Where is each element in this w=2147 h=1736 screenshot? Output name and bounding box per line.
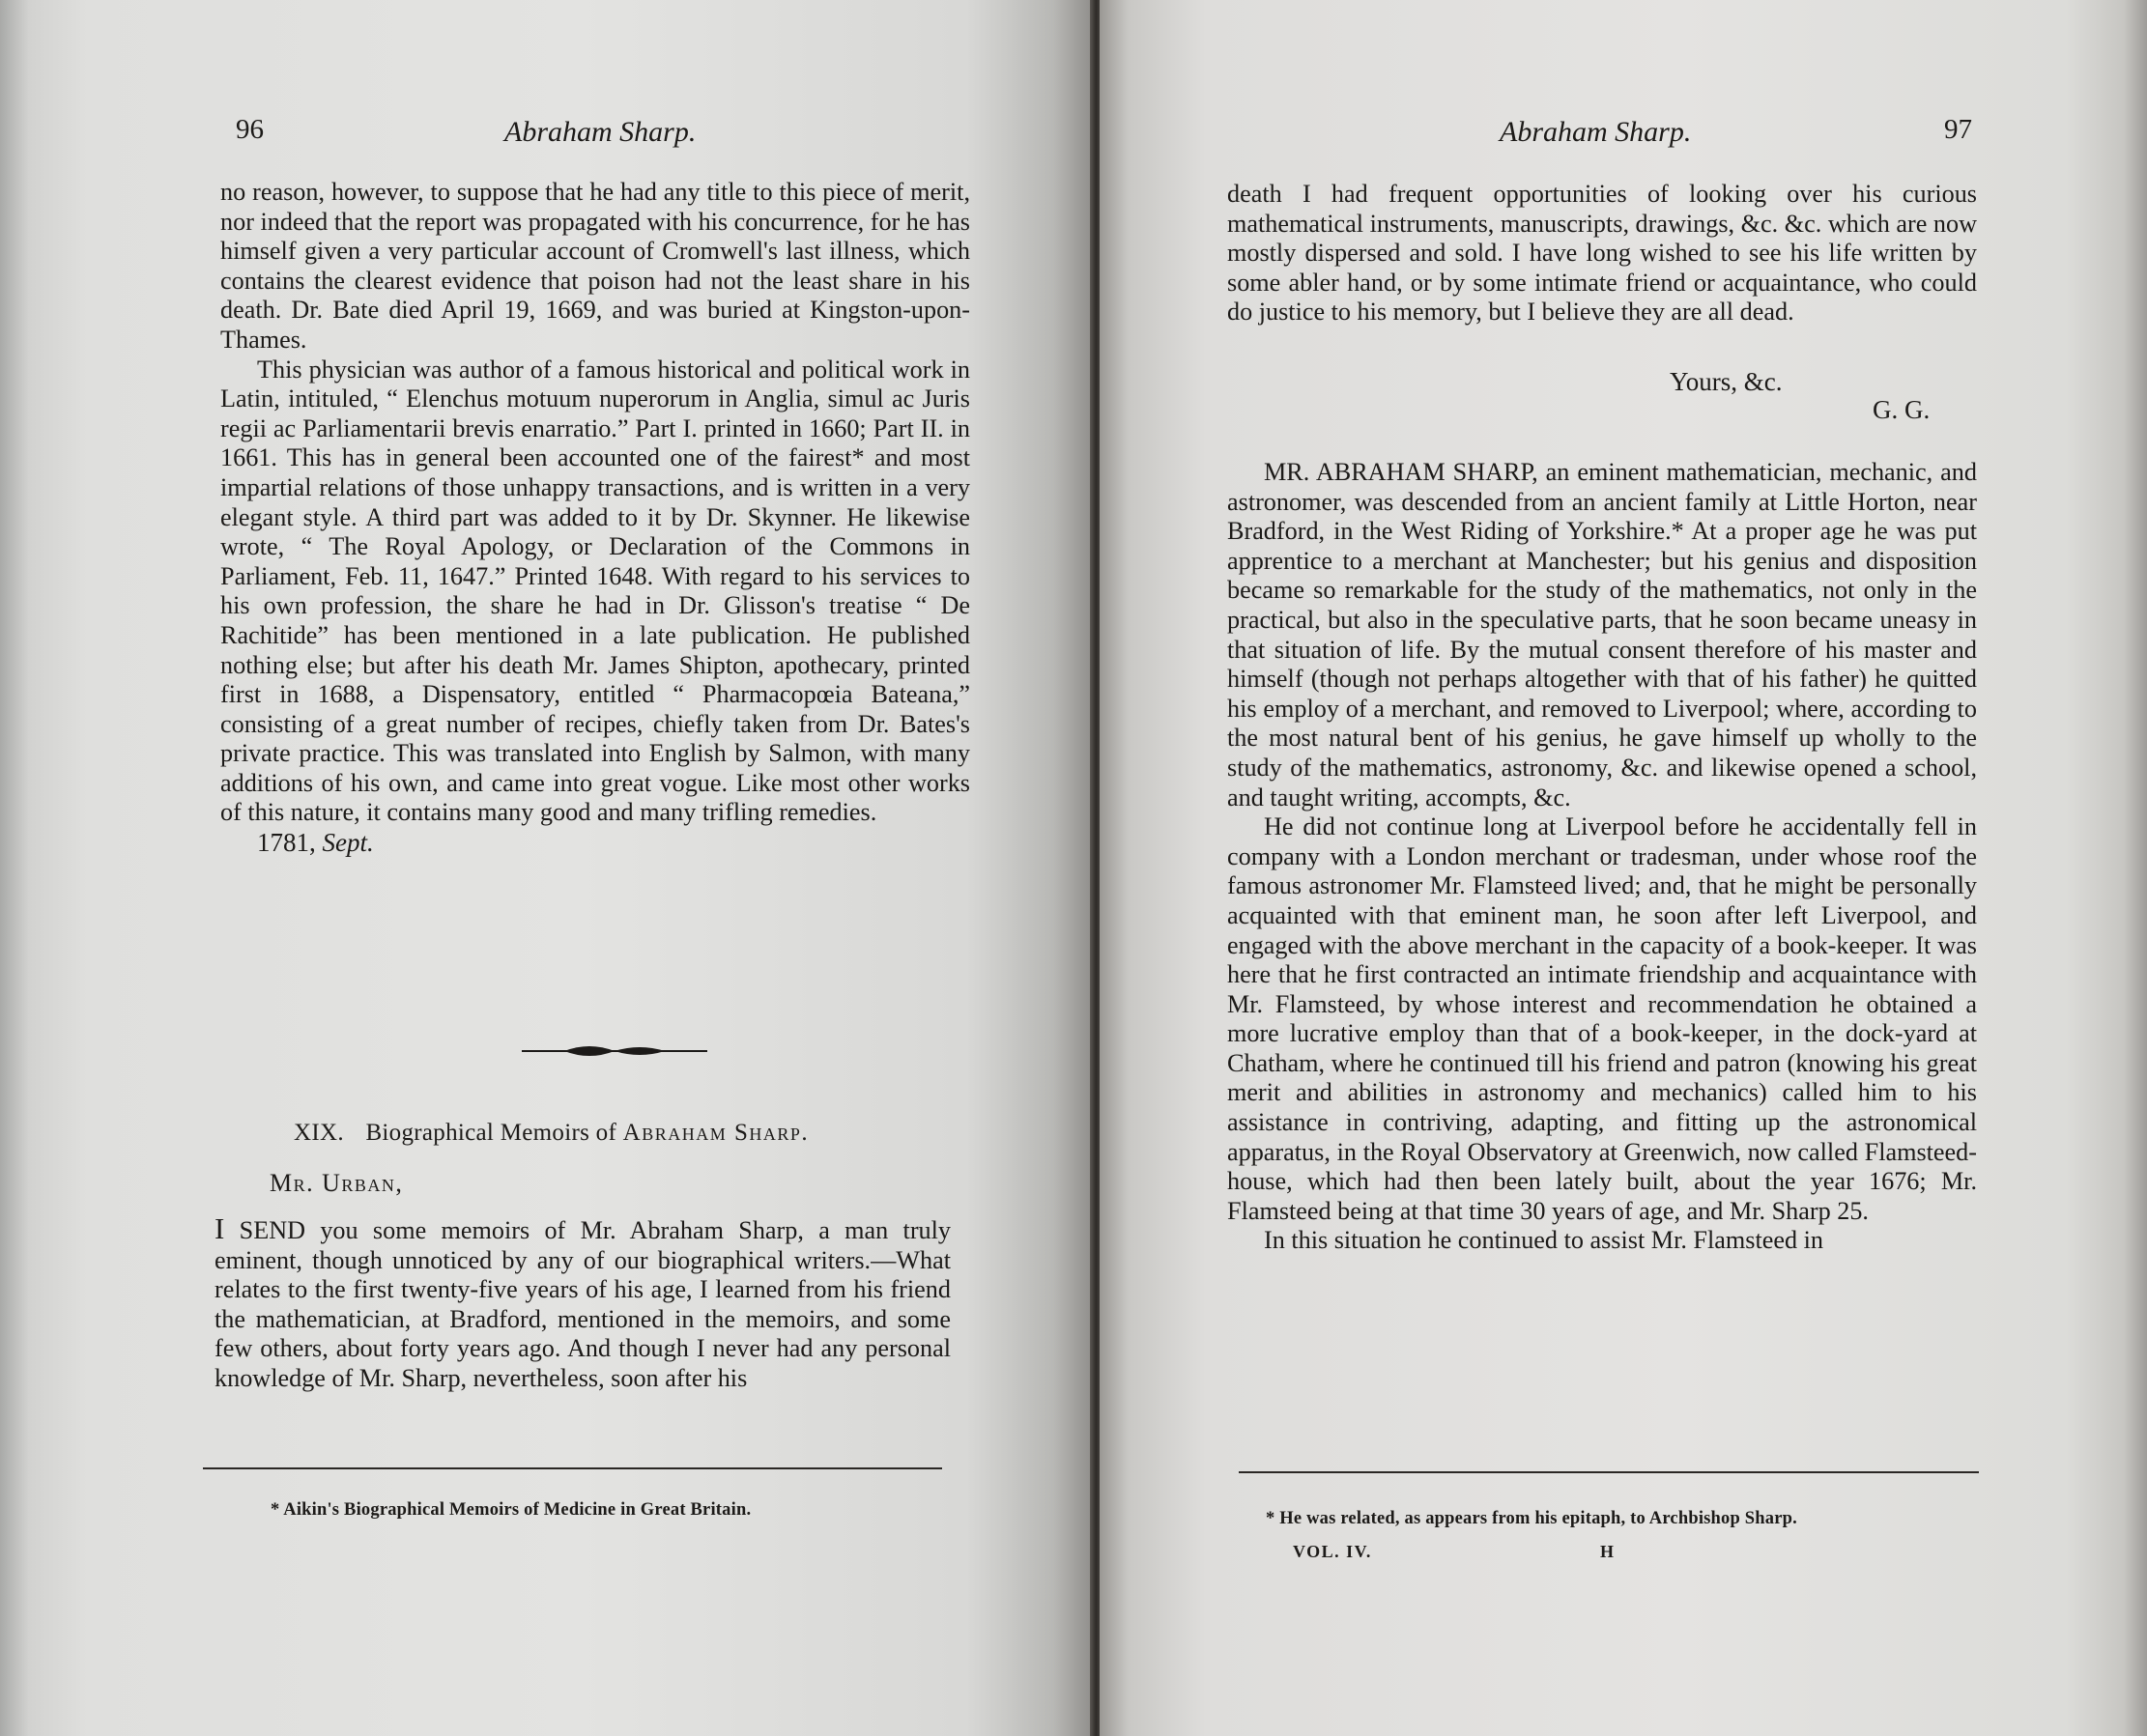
left-paragraph-1: no reason, however, to suppose that he had any title to this piece of merit, nor indeed that the report was propagated with his concurrence, for he has himself given a very particular account of Cromwell's last illness, which contains the clearest evidence that poison had not the least share in his death. Dr. Bate died April 19, 1669, and was buried at Kingston-upon-Thames. bbox=[220, 178, 970, 354]
page-number-left: 96 bbox=[236, 114, 264, 145]
dateline-month: Sept. bbox=[322, 828, 374, 858]
page-number-right: 97 bbox=[1944, 114, 1972, 145]
right-paragraph-2: MR. ABRAHAM SHARP, an eminent mathematician, mechanic, and astronomer, was descended from an ancient family at Little Horton, near Bradford, in the West Riding of Yorkshire.* At a proper age he was put apprentice to a merchant at Manchester; but his genius and disposition became so remarkable for the study of the mathematics, not only in the practical, but also in the speculative parts, that he soon became uneasy in that situation of life. By the mutual consent therefore of his master and himself (though not perhaps altogether with that of his father) he quitted his employ of a merchant, and removed to Liverpool; where, according to the most natural bent of his genius, he gave himself up wholly to the study of the mathematics, astronomy, &c. and likewise opened a school, and taught writing, accompts, &c. bbox=[1227, 458, 1977, 811]
running-title-left: Abraham Sharp. bbox=[504, 116, 697, 148]
left-paragraph-2: This physician was author of a famous historical and political work in Latin, intituled, “ Elenchus motuum nuperorum in Anglia, simul ac Juris regii ac Parliamentarii brevis enarratio.” Part I. printed in 1660; Part II. in 1661. This has in general been accounted one of the fairest* and most impartial relations of those unhappy transactions, and is written in a very elegant style. A third part was added to it by Dr. Skynner. He likewise wrote, “ The Royal Apology, or Declaration of the Commons in Parliament, Feb. 11, 1647.” Printed 1648. With regard to his services to his own profession, the share he had in Dr. Glisson's treatise “ De Rachitide” has been mentioned in a late publication. He published nothing else; but after his death Mr. James Shipton, apothecary, printed first in 1688, a Dispensatory, entitled “ Pharmacopœia Bateana,” consisting of a great number of recipes, chiefly taken from Dr. Bates's private practice. This was translated into English by Salmon, with many additions of his own, and came into great vogue. Like most other works of this nature, it contains many good and many trifling remedies. bbox=[220, 355, 970, 827]
footnote-right: * He was related, as appears from his epitaph, to Archbishop Sharp. bbox=[1266, 1509, 1797, 1528]
footnote-left: * Aikin's Biographical Memoirs of Medicine in Great Britain. bbox=[271, 1500, 752, 1520]
right-paragraph-1: death I had frequent opportunities of looking over his curious mathematical instruments, manuscripts, drawings, &c. &c. which are now mostly dispersed and sold. I have long wished to see his life written by some abler hand, or by some intimate friend or acquaintance, who could do justice to his memory, but I believe they are all dead. bbox=[1227, 180, 1977, 327]
dateline-year: 1781, bbox=[257, 828, 316, 858]
section-number: XIX. bbox=[294, 1120, 344, 1146]
signature: G. G. bbox=[1873, 395, 1931, 424]
right-paragraph-4: In this situation he continued to assist Mr. Flamsteed in bbox=[1264, 1226, 1823, 1255]
section-title-name: Abraham Sharp. bbox=[622, 1120, 810, 1146]
section-heading bbox=[294, 1120, 809, 1147]
letter-text: SEND you some memoirs of Mr. Abraham Sharp, a man truly eminent, though unnoticed by any of our biographical writers.—What relates to the first twenty-five years of his age, I learned from his friend the mathematician, at Bradford, mentioned in the memoirs, and some few others, about forty years ago. And though I never had any personal knowledge of Mr. Sharp, nevertheless, soon after his bbox=[215, 1216, 952, 1392]
letter-paragraph bbox=[215, 1211, 952, 1394]
footnote-rule-right bbox=[1239, 1471, 1979, 1473]
signature-mark-volume: VOL. IV. bbox=[1293, 1542, 1372, 1561]
drop-initial: I bbox=[215, 1211, 225, 1245]
section-title-prefix: Biographical Memoirs of bbox=[365, 1120, 617, 1146]
right-text-column bbox=[1227, 458, 1977, 1256]
letter-text-column bbox=[215, 1211, 952, 1394]
right-paragraph-3: He did not continue long at Liverpool before he accidentally fell in company with a London merchant or tradesman, under whose roof the famous astronomer Mr. Flamsteed lived; and, that he might be personally acquainted with that eminent man, he soon after left Liverpool, and engaged with the above merchant in the capacity of a book-keeper. It was here that he first contracted an intimate friendship and acquaintance with Mr. Flamsteed, by whose interest and recommendation he obtained a more lucrative employ than that of a book-keeper, in the dock-yard at Chatham, where he continued till his friend and patron (knowing his great merit and abilities in astronomy and mechanics) called him to his assistance in contriving, adapting, and fitting up the astronomical apparatus, in the Royal Observatory at Greenwich, now called Flamsteed-house, which had then been lately built, about the year 1676; Mr. Flamsteed being at that time 30 years of age, and Mr. Sharp 25. bbox=[1227, 812, 1977, 1225]
signature-mark-letter: H bbox=[1600, 1542, 1616, 1561]
right-text-column-top bbox=[1227, 180, 1977, 327]
salutation: Mr. Urban, bbox=[270, 1169, 404, 1197]
left-text-column bbox=[220, 178, 970, 858]
valediction: Yours, &c. bbox=[1670, 367, 1783, 396]
right-page bbox=[1100, 0, 2147, 1736]
ornamental-rule bbox=[518, 1040, 711, 1062]
footnote-rule-left bbox=[203, 1467, 942, 1469]
dateline bbox=[220, 828, 970, 858]
running-title-right: Abraham Sharp. bbox=[1500, 116, 1692, 148]
